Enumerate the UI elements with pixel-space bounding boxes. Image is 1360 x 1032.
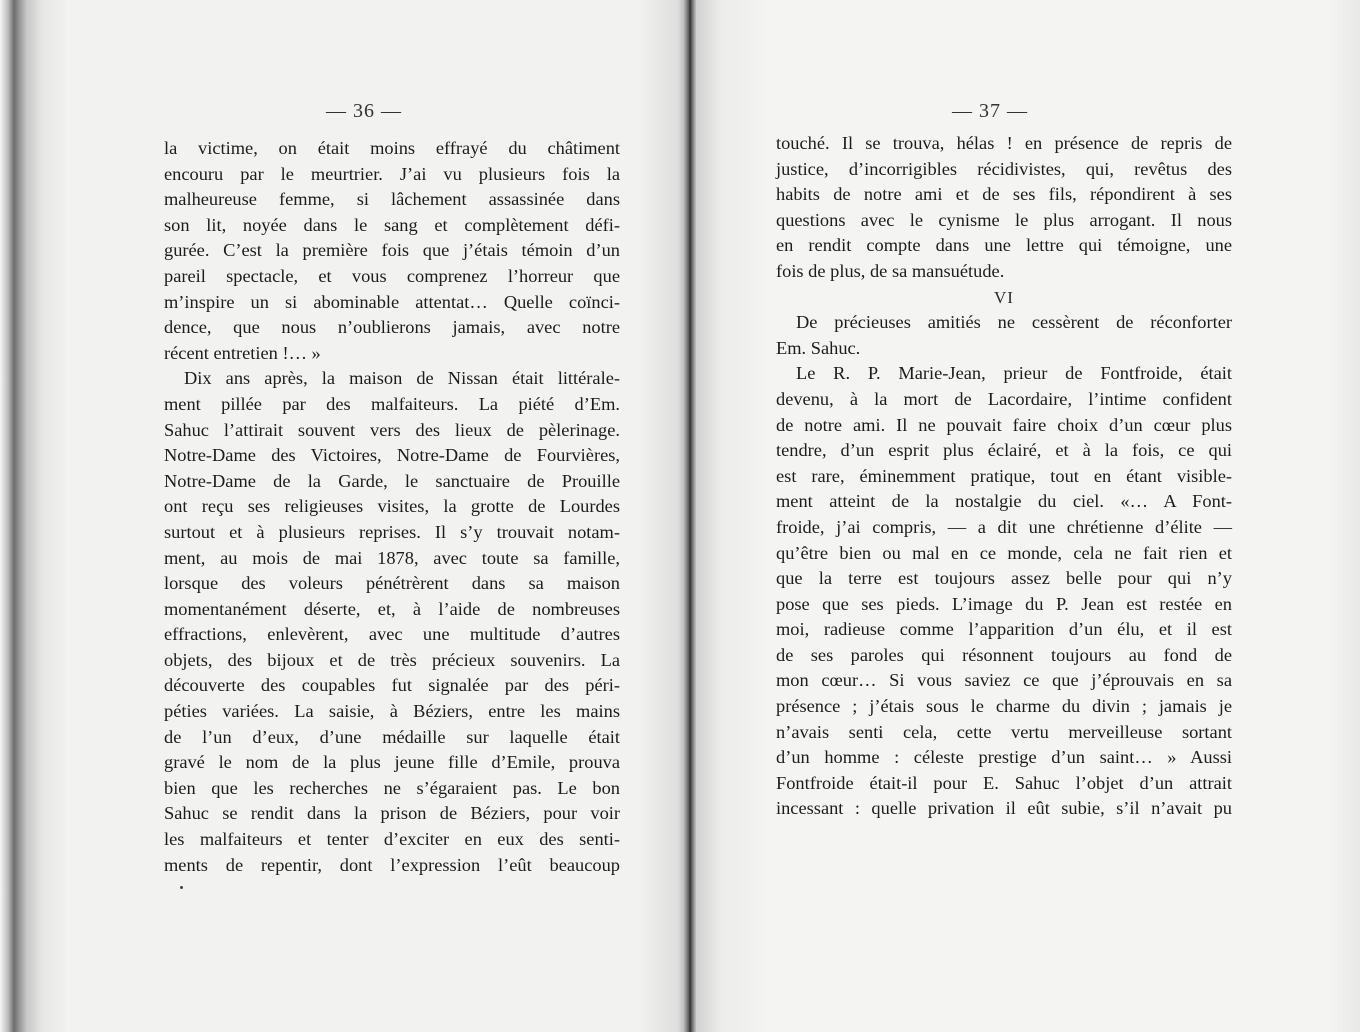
text-line: incessant : quelle privation il eût subie, s’il n’avait pu bbox=[776, 798, 1232, 819]
text-line: Dix ans après, la maison de Nissan était littérale- bbox=[184, 368, 620, 389]
text-line: lorsque des voleurs pénétrèrent dans sa maison bbox=[164, 573, 620, 594]
text-line: objets, des bijoux et de très précieux souvenirs. La bbox=[164, 649, 620, 670]
text-line: devenu, à la mort de Lacordaire, l’intime confident bbox=[776, 388, 1232, 409]
text-line: de l’un d’eux, d’une médaille sur laquelle était bbox=[164, 726, 620, 747]
text-line: ont reçu ses religieuses visites, la grotte de Lourdes bbox=[164, 496, 620, 517]
text-line: Notre-Dame des Victoires, Notre-Dame de Fourvières, bbox=[164, 445, 620, 466]
text-line: effractions, enlevèrent, avec une multitude d’autres bbox=[164, 624, 620, 645]
left-binding-edge bbox=[0, 0, 28, 1032]
text-line: les malfaiteurs et tenter d’exciter en eux des senti- bbox=[164, 829, 620, 850]
paper-speck bbox=[180, 886, 183, 889]
text-line: ment pillée par des malfaiteurs. La piété d’Em. bbox=[164, 393, 620, 414]
text-line: la victime, on était moins effrayé du châtiment bbox=[164, 138, 620, 158]
section-heading: VI bbox=[994, 287, 1014, 307]
text-line: présence ; j’étais sous le charme du divin ; jamais je bbox=[776, 696, 1232, 717]
text-line: mon cœur… Si vous saviez ce que j’éprouvais en sa bbox=[776, 670, 1232, 691]
text-line: malheureuse femme, si lâchement assassinée dans bbox=[164, 189, 620, 210]
left-page-text bbox=[164, 136, 620, 878]
text-line: péties variées. La saisie, à Béziers, entre les mains bbox=[164, 701, 620, 722]
text-line: Sahuc l’attirait souvent vers des lieux de pèlerinage. bbox=[164, 419, 620, 440]
page-number-right: — 37 — bbox=[952, 100, 1028, 122]
book-gutter bbox=[684, 0, 696, 1032]
text-line: de notre ami. Il ne pouvait faire choix d’un cœur plus bbox=[776, 414, 1232, 435]
text-line: m’inspire un si abominable attentat… Quelle coïnci- bbox=[164, 291, 620, 312]
text-line: bien que les recherches ne s’égaraient pas. Le bon bbox=[164, 777, 620, 798]
text-line: Notre-Dame de la Garde, le sanctuaire de Prouille bbox=[164, 470, 620, 491]
text-line: découverte des coupables fut signalée par des péri- bbox=[164, 675, 620, 696]
text-line: moi, radieuse comme l’apparition d’un élu, et il est bbox=[776, 619, 1232, 640]
text-line: de ses paroles qui résonnent toujours au fond de bbox=[776, 644, 1232, 665]
text-line: ments de repentir, dont l’expression l’eût beaucoup bbox=[164, 854, 620, 875]
text-line: pose que ses pieds. L’image du P. Jean est restée en bbox=[776, 593, 1232, 614]
text-line: qu’être bien ou mal en ce monde, cela ne fait rien et bbox=[776, 542, 1232, 563]
text-line: Sahuc se rendit dans la prison de Béziers, pour voir bbox=[164, 803, 620, 824]
text-line: touché. Il se trouva, hélas ! en présence de repris de bbox=[776, 133, 1232, 153]
text-line: que la terre est toujours assez belle pour qui n’y bbox=[776, 568, 1232, 589]
text-line: n’avais senti cela, cette vertu merveilleuse sortant bbox=[776, 721, 1232, 742]
text-line: habits de notre ami et de ses fils, répondirent à ses bbox=[776, 184, 1232, 205]
text-line: dence, que nous n’oublierons jamais, avec notre bbox=[164, 317, 620, 338]
text-line: pareil spectacle, et vous comprenez l’horreur que bbox=[164, 265, 620, 286]
text-line: justice, d’incorrigibles récidivistes, qui, revêtus des bbox=[776, 158, 1232, 179]
text-line: ment, au mois de mai 1878, avec toute sa famille, bbox=[164, 547, 620, 568]
right-page-text bbox=[776, 131, 1232, 822]
text-line: en rendit compte dans une lettre qui témoigne, une bbox=[776, 235, 1232, 256]
text-line: Fontfroide était-il pour E. Sahuc l’objet d’un attrait bbox=[776, 772, 1232, 793]
text-line: récent entretien !… » bbox=[164, 342, 321, 363]
text-line: son lit, noyée dans le sang et complètement défi- bbox=[164, 214, 620, 235]
page-number-left: — 36 — bbox=[326, 100, 402, 122]
text-line: Le R. P. Marie-Jean, prieur de Fontfroide, était bbox=[796, 363, 1232, 384]
text-line: d’un homme : céleste prestige d’un saint… » Aussi bbox=[776, 747, 1232, 768]
text-line: est rare, éminemment pratique, tout en étant visible- bbox=[776, 465, 1232, 486]
text-line: Em. Sahuc. bbox=[776, 337, 861, 358]
text-line: fois de plus, de sa mansuétude. bbox=[776, 260, 1005, 281]
text-line: ment atteint de la nostalgie du ciel. «… A Font- bbox=[776, 491, 1232, 512]
text-line: gravé le nom de la plus jeune fille d’Emile, prouva bbox=[164, 752, 620, 773]
text-line: gurée. C’est la première fois que j’étais témoin d’un bbox=[164, 240, 620, 261]
text-line: questions avec le cynisme le plus arrogant. Il nous bbox=[776, 209, 1232, 230]
text-line: tendre, d’un esprit plus éclairé, et à la fois, ce qui bbox=[776, 440, 1232, 461]
text-line: encouru par le meurtrier. J’ai vu plusieurs fois la bbox=[164, 163, 620, 184]
text-line: surtout et à plusieurs reprises. Il s’y trouvait notam- bbox=[164, 521, 620, 542]
text-line: froide, j’ai compris, — a dit une chrétienne d’élite — bbox=[776, 516, 1232, 537]
text-line: De précieuses amitiés ne cessèrent de réconforter bbox=[796, 312, 1232, 333]
text-line: momentanément déserte, et, à l’aide de nombreuses bbox=[164, 598, 620, 619]
